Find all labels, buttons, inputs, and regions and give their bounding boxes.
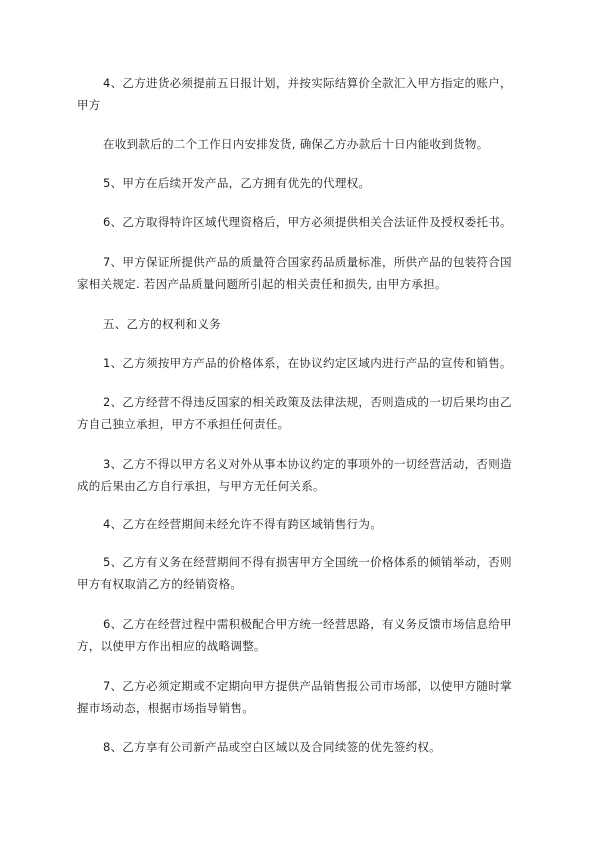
duty-5-no-dumping (77, 551, 521, 595)
clause-4-continued (77, 133, 521, 155)
clause-line: 6、乙方在经营过程中需积极配合甲方统一经营思路，有义务反馈市场信息给甲 (103, 617, 512, 631)
clause-line: 4、乙方在经营期间未经允许不得有跨区域销售行为。 (103, 517, 383, 531)
clause-line: 8、乙方享有公司新产品或空白区域以及合同续签的优先签约权。 (103, 740, 442, 754)
clause-line: 1、乙方须按甲方产品的价格体系，在协议约定区域内进行产品的宣传和销售。 (103, 356, 512, 370)
clause-line: 5、甲方在后续开发产品，乙方拥有优先的代理权。 (103, 176, 371, 190)
clause-line: 7、甲方保证所提供产品的质量符合国家药品质量标准，所供产品的包装符合国 (103, 255, 512, 269)
duty-1-pricing (77, 352, 521, 374)
right-8-priority-signing (77, 736, 521, 758)
section-heading: 五、乙方的权利和义务 (103, 317, 221, 331)
duty-7-sales-report (77, 675, 521, 719)
clause-4-advance-plan (77, 72, 521, 116)
duty-4-no-cross-region (77, 513, 521, 535)
section-heading-5 (77, 313, 521, 335)
clause-5-priority-agency (77, 172, 521, 194)
clause-line: 4、乙方进货必须提前五日报计划，并按实际结算价全款汇入甲方指定的账户， (103, 76, 512, 90)
clause-7-quality-guarantee (77, 251, 521, 295)
duty-3-no-outside-activity (77, 453, 521, 497)
clause-line: 甲方有权取消乙方的经销资格。 (77, 577, 243, 591)
clause-line: 家相关规定. 若因产品质量问题所引起的相关责任和损失, 由甲方承担。 (77, 277, 447, 291)
clause-line: 3、乙方不得以甲方名义对外从事本协议约定的事项外的一切经营活动，否则造 (103, 457, 512, 471)
clause-line: 在收到款后的二个工作日内安排发货, 确保乙方办款后十日内能收到货物。 (103, 137, 489, 151)
clause-line: 2、乙方经营不得违反国家的相关政策及法律法规，否则造成的一切后果均由乙 (103, 395, 512, 409)
duty-6-market-feedback (77, 613, 521, 657)
clause-line: 方自己独立承担，甲方不承担任何责任。 (77, 417, 290, 431)
clause-line: 6、乙方取得特许区域代理资格后，甲方必须提供相关合法证件及授权委托书。 (103, 215, 512, 229)
clause-line: 握市场动态，根据市场指导销售。 (77, 701, 254, 715)
clause-line: 甲方 (77, 98, 101, 112)
clause-line: 5、乙方有义务在经营期间不得有损害甲方全国统一价格体系的倾销举动，否则 (103, 555, 512, 569)
clause-line: 成的后果由乙方自行承担，与甲方无任何关系。 (77, 479, 325, 493)
clause-6-certificates (77, 211, 521, 233)
duty-2-legal-compliance (77, 391, 521, 435)
clause-line: 方，以使甲方作出相应的战略调整。 (77, 639, 266, 653)
clause-line: 7、乙方必须定期或不定期向甲方提供产品销售报公司市场部，以使甲方随时掌 (103, 679, 512, 693)
